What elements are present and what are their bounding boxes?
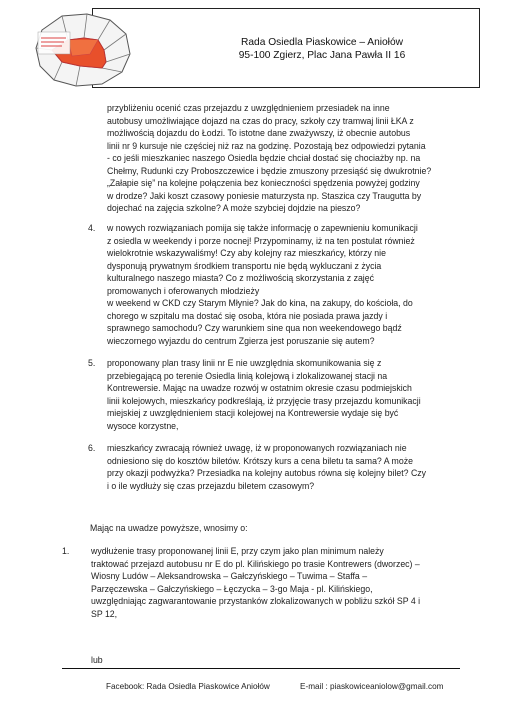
- text-line: uwzględniając zagwarantowanie przystanków zlokalizowanych w pobliżu szkół SP 4 i: [91, 596, 421, 607]
- list-number: 4.: [88, 223, 96, 233]
- text-line: przybliżeniu ocenić czas przejazdu z uwzględnieniem przesiadek na inne: [107, 103, 390, 113]
- text-line: sprawnego samochodu? Czy warunkiem sine qua non weekendowego bądź: [107, 323, 402, 334]
- text-line: Parzęczewska – Gałczyńskiego – Łęczycka – 3-go Maja - pl. Kilińskiego,: [91, 583, 373, 594]
- organization-name: Rada Osiedla Piaskowice – Aniołów: [241, 37, 403, 48]
- text-line: traktować przejazd autobusu nr E do pl. Kilińskiego po trasie Kontrewers (dworzec) –: [91, 558, 420, 569]
- text-line: miejskiej z uwzględnieniem stacji kolejowej na Kontrewersie wydaje się być: [107, 408, 399, 419]
- text-line: w weekend w CKD czy Starym Młynie? Jak do kina, na zakupy, do kościoła, do: [107, 298, 413, 309]
- continuation-paragraph: [107, 102, 457, 215]
- proposal-intro: Mając na uwadze powyższe, wnosimy o:: [90, 523, 248, 533]
- text-line: odniesiono się do kosztów biletów. Krótszy kurs a cena biletu ta sama? A może: [107, 455, 413, 466]
- list-text: [91, 545, 455, 620]
- text-line: dojechać na zajęcia szkolne? A może szybciej dojdzie na pieszo?: [107, 203, 361, 214]
- list-text: [107, 222, 457, 347]
- text-line: Kontrewersie. Mając na uwadze rozwój w ostatnim okresie czasu podmiejskich: [107, 383, 412, 394]
- footer-facebook: Facebook: Rada Osiedla Piaskowice Aniołów: [106, 682, 270, 691]
- list-text: [107, 357, 457, 432]
- text-line: w drodze? Jaki koszt czasowy poniesie maturzysta np. Staszica czy Traugutta by: [107, 190, 422, 201]
- text-line: w nowych rozwiązaniach pomija się także informację o zapewnieniu komunikacji: [107, 223, 418, 233]
- text-line: Chełmy, Rudunki czy Proboszczewice i będzie zmuszony przesiąść się dwukrotnie?: [107, 165, 432, 176]
- footer-email: E-mail : piaskowiceaniolow@gmail.com: [300, 682, 444, 691]
- text-line: SP 12,: [91, 608, 118, 619]
- list-text: [107, 442, 457, 492]
- text-line: linii kolejowych, mieszkańcy podkreślają, iż przyjęcie trasy przejazdu komunikacji: [107, 395, 421, 406]
- text-line: mieszkańcy zwracają również uwagę, iż w proponowanych rozwiązaniach nie: [107, 443, 407, 453]
- text-line: i o ile wydłuży się czas przejazdu biletem czasowym?: [107, 480, 315, 491]
- district-map-icon: [32, 10, 134, 88]
- text-line: wielokrotnie wskazywaliśmy! Czy aby kolejny raz mieszkańcy, którzy nie: [107, 248, 386, 259]
- text-line: wysoce korzystne,: [107, 420, 179, 431]
- text-line: wydłużenie trasy proponowanej linii E, przy czym jako plan minimum należy: [91, 546, 384, 556]
- text-line: kulturalnego naszego miasta? Co z możliwością skorzystania z zajęć: [107, 273, 374, 284]
- list-number: 5.: [88, 358, 96, 368]
- alternative-marker: lub: [91, 655, 103, 665]
- text-line: proponowany plan trasy linii nr E nie uwzględnia skomunikowania się z: [107, 358, 382, 368]
- text-line: „Załapie się” na kolejne połączenia bez konieczności spędzenia powyżej godziny: [107, 178, 420, 189]
- organization-address: 95-100 Zgierz, Plac Jana Pawła II 16: [238, 50, 406, 61]
- text-line: możliwością dojazdu do Łodzi. To istotne dane zważywszy, iż obecnie autobus: [107, 128, 411, 139]
- text-line: Wiosny Ludów – Aleksandrowska – Gałczyńskiego – Tuwima – Staffa –: [91, 571, 368, 582]
- text-line: przebiegającą po terenie Osiedla linią kolejową i zlokalizowanej stacji na: [107, 370, 388, 381]
- text-line: przy okazji podwyżka? Przesiadka na kolejny autobus równa się kolejny bilet? Czy: [107, 468, 427, 479]
- text-line: autobusy umożliwiające dojazd na czas do pracy, szkoły czy tramwaj linii ŁKA z: [107, 115, 414, 126]
- text-line: chorego w szpitalu ma dostać się osoba, która nie posiada prawa jazdy i: [107, 310, 388, 321]
- text-line: promowanych i oferowanych młodzieży: [107, 285, 260, 296]
- list-number: 1.: [62, 546, 70, 556]
- text-line: dysponują prywatnym środkiem transportu nie będą wykluczani z życia: [107, 260, 382, 271]
- footer-divider: [62, 668, 460, 669]
- list-number: 6.: [88, 443, 96, 453]
- letterhead-text: [172, 36, 472, 62]
- text-line: linii nr 9 kursuje nie częściej niż raz na godzinę. Pozostają bez odpowiedzi pytania: [107, 140, 426, 151]
- text-line: z osiedla w weekendy i porze nocnej! Przypominamy, iż na ten postulat również: [107, 235, 415, 246]
- text-line: wieczornego wyjazdu do centrum Zgierza jest poruszanie się autem?: [107, 335, 375, 346]
- text-line: - co jeśli mieszkaniec naszego Osiedla będzie chciał dostać się chociażby np. na: [107, 153, 421, 164]
- letterhead: [32, 8, 482, 90]
